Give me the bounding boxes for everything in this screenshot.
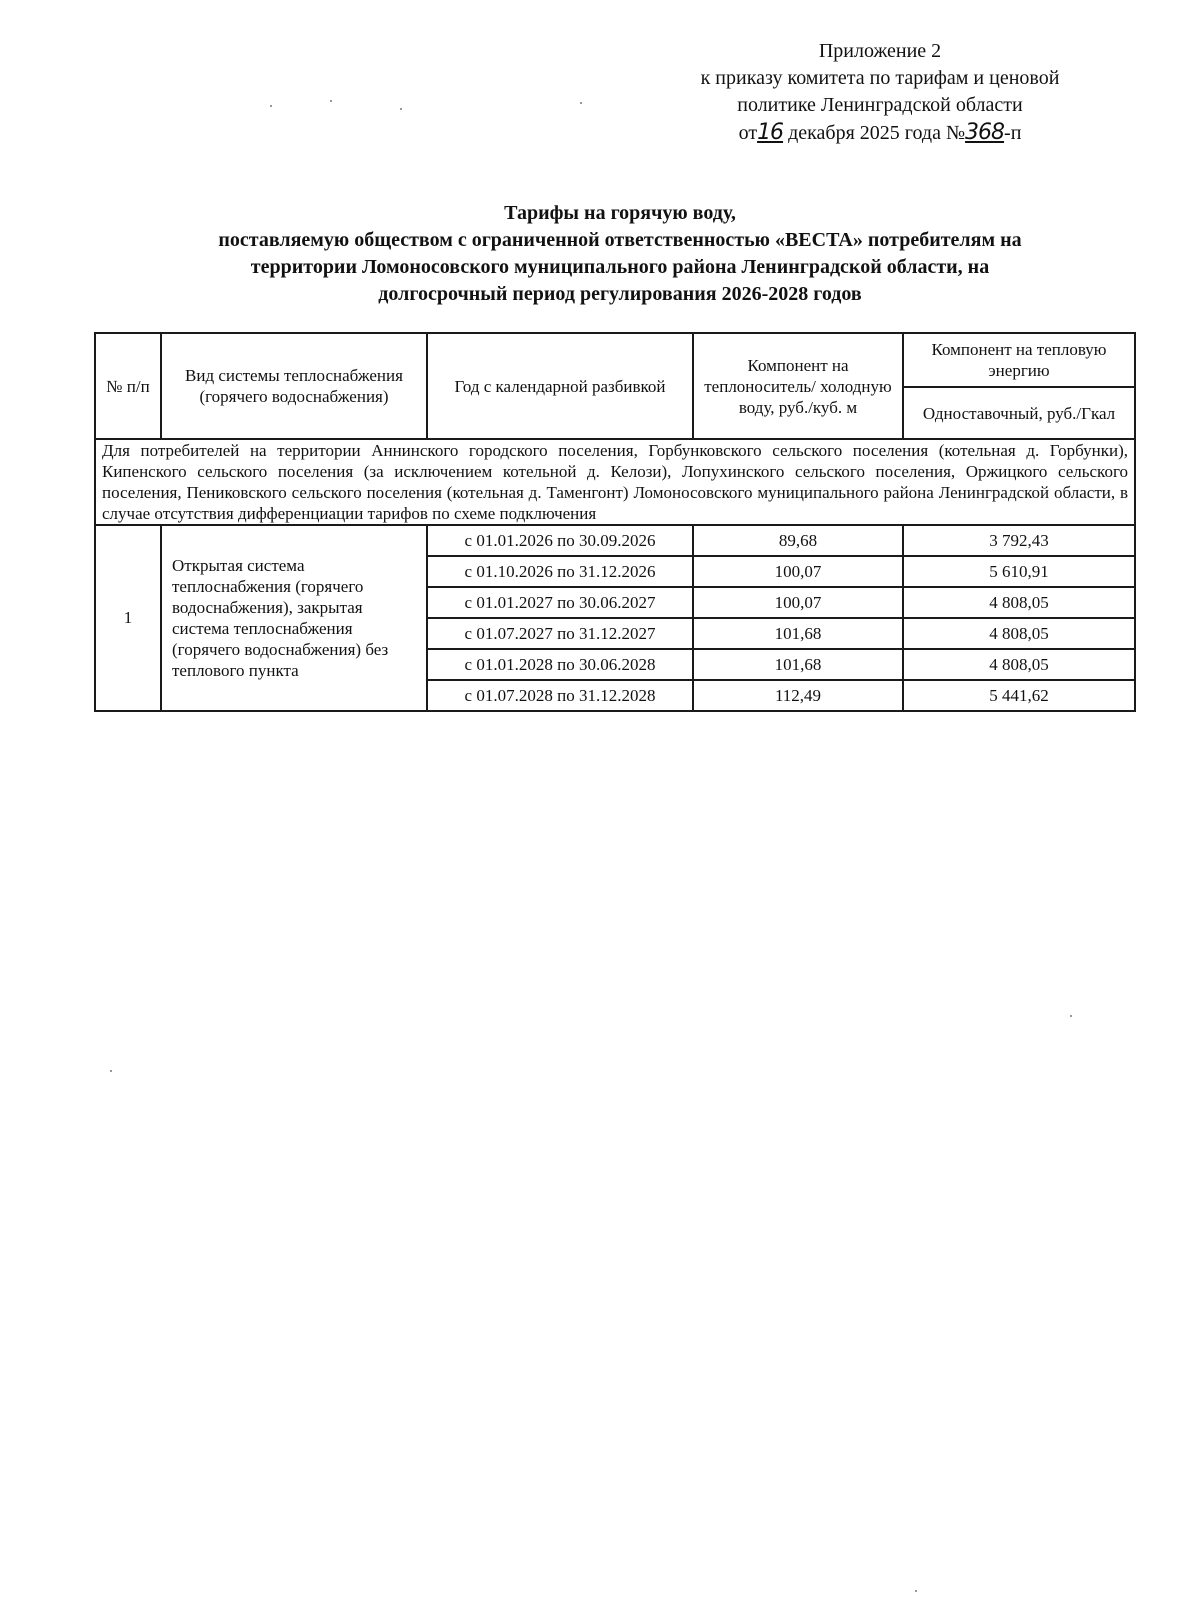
title-line-4: долгосрочный период регулирования 2026-2028 годов — [378, 283, 862, 305]
coolant-value: 101,68 — [693, 618, 903, 649]
period-cell: с 01.01.2026 по 30.09.2026 — [427, 525, 693, 556]
appendix-header — [620, 38, 1140, 147]
coolant-value: 112,49 — [693, 680, 903, 711]
title-line-2: поставляемую обществом с ограниченной ответственностью «ВЕСТА» потребителям на — [218, 229, 1022, 251]
period-cell: с 01.01.2028 по 30.06.2028 — [427, 649, 693, 680]
coolant-value: 100,07 — [693, 587, 903, 618]
order-number-handwritten: 368 — [965, 120, 1005, 145]
energy-value: 3 792,43 — [903, 525, 1135, 556]
system-type-cell: Открытая система теплоснабжения (горячего водоснабжения), закрытая система теплоснабжения (горячего водоснабжения) без теплового пункта — [161, 525, 427, 711]
tariff-table — [94, 332, 1136, 712]
coolant-value: 89,68 — [693, 525, 903, 556]
order-prefix: от — [738, 122, 758, 144]
period-cell: с 01.01.2027 по 30.06.2027 — [427, 587, 693, 618]
header-number: № п/п — [95, 333, 161, 439]
header-system-type: Вид системы теплоснабжения (горячего водоснабжения) — [161, 333, 427, 439]
period-cell: с 01.10.2026 по 31.12.2026 — [427, 556, 693, 587]
scan-speck — [400, 108, 402, 110]
header-energy-single-rate: Одноставочный, руб./Гкал — [903, 387, 1135, 439]
scan-speck — [1070, 1015, 1072, 1017]
header-coolant-component: Компонент на теплоноситель/ холодную воду, руб./куб. м — [693, 333, 903, 439]
coolant-value: 101,68 — [693, 649, 903, 680]
scan-speck — [270, 105, 272, 107]
coolant-value: 100,07 — [693, 556, 903, 587]
order-middle: декабря 2025 года № — [783, 122, 966, 144]
title-line-1: Тарифы на горячую воду, — [504, 202, 736, 224]
title-line-3: территории Ломоносовского муниципального района Ленинградской области, на — [250, 256, 990, 278]
appendix-title: Приложение 2 — [818, 40, 942, 62]
energy-value: 5 441,62 — [903, 680, 1135, 711]
energy-value: 4 808,05 — [903, 618, 1135, 649]
energy-value: 4 808,05 — [903, 587, 1135, 618]
scan-speck — [580, 102, 582, 104]
period-cell: с 01.07.2027 по 31.12.2027 — [427, 618, 693, 649]
scan-speck — [110, 1070, 112, 1072]
scan-speck — [915, 1590, 917, 1592]
order-day-handwritten: 16 — [757, 120, 784, 145]
order-suffix: -п — [1004, 122, 1022, 144]
appendix-committee: политике Ленинградской области — [737, 94, 1023, 116]
document-title — [60, 200, 1180, 308]
table-row — [95, 525, 1135, 556]
appendix-order-ref: к приказу комитета по тарифам и ценовой — [700, 67, 1060, 89]
appendix-order-date — [620, 119, 1140, 147]
energy-value: 4 808,05 — [903, 649, 1135, 680]
header-energy-component: Компонент на тепловую энергию — [903, 333, 1135, 387]
header-year: Год с календарной разбивкой — [427, 333, 693, 439]
row-number: 1 — [95, 525, 161, 711]
consumer-description-row — [95, 439, 1135, 525]
scan-speck — [330, 100, 332, 102]
period-cell: с 01.07.2028 по 31.12.2028 — [427, 680, 693, 711]
consumer-description: Для потребителей на территории Аннинского городского поселения, Горбунковского сельского поселения (котельная д. Горбунки), Кипенского сельского поселения (за исключением котельной д. Келози), Лопухинского сельского поселения, Оржицкого сельского поселения, Пениковского сельского поселения (котельная д. Таменгонт) Ломоносовского муниципального района Ленинградской области, в случае отсутствия дифференциации тарифов по схеме подключения — [95, 439, 1135, 525]
energy-value: 5 610,91 — [903, 556, 1135, 587]
